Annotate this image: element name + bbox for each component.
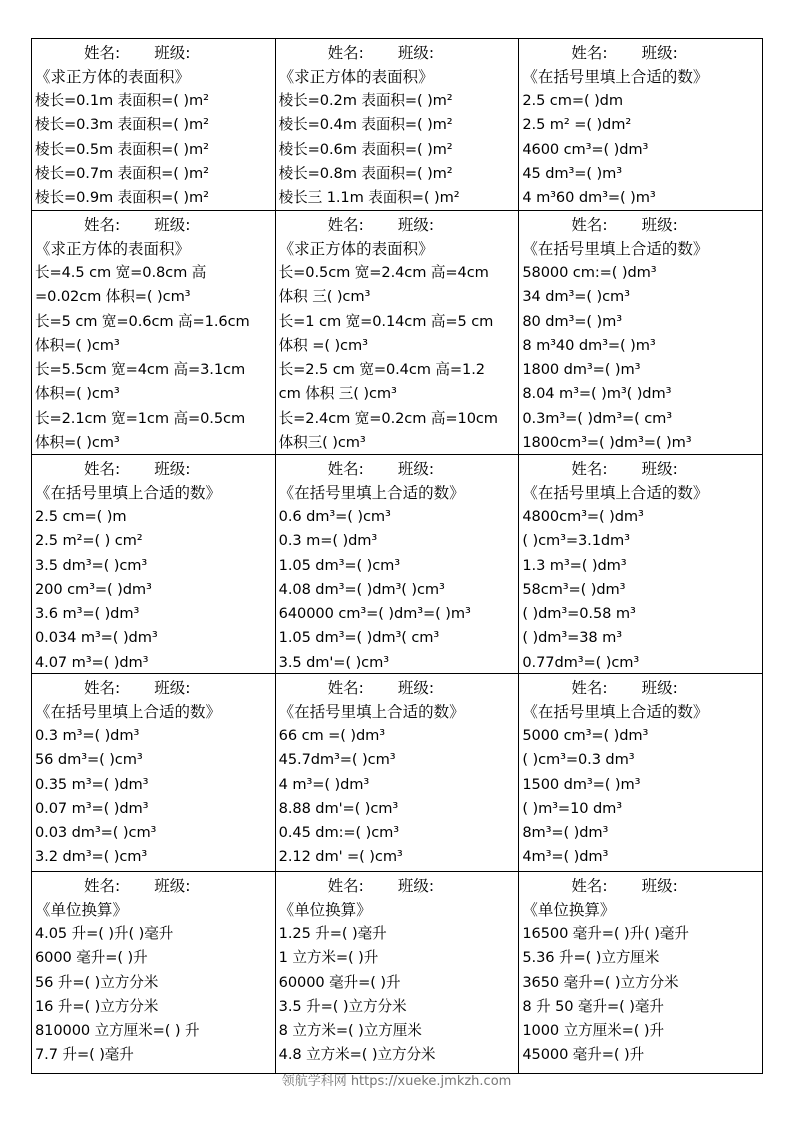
exercise-line: 棱长=0.2m 表面积=( )m² <box>278 92 453 109</box>
exercise-line: 棱长=0.5m 表面积=( )m² <box>35 140 209 158</box>
footer-watermark: 领航学科网 https://xueke.jmkzh.com <box>281 1074 512 1089</box>
exercise-line: 2.5 m² =( )dm² <box>522 116 632 134</box>
exercise-card <box>276 211 520 455</box>
exercise-line: 0.3 m=( )dm³ <box>278 532 378 550</box>
name-label: 姓名: <box>84 460 121 478</box>
exercise-line: 640000 cm³=( )dm³=( )m³ <box>278 605 471 623</box>
card-title: 《在括号里填上合适的数》 <box>278 484 465 502</box>
class-label: 班级: <box>397 460 435 478</box>
exercise-line: 1 立方米=( )升 <box>278 949 379 967</box>
exercise-line: 7.7 升=( )毫升 <box>35 1046 134 1064</box>
exercise-line: ( )dm³=38 m³ <box>522 629 623 647</box>
exercise-line: 长=2.5 cm 宽=0.4cm 高=1.2 <box>278 361 485 379</box>
exercise-line: 4800cm³=( )dm³ <box>522 508 644 525</box>
exercise-line: =0.02cm 体积=( )cm³ <box>35 288 191 306</box>
card-title: 《在括号里填上合适的数》 <box>35 703 222 721</box>
exercise-line: 16 升=( )立方分米 <box>35 997 159 1015</box>
card-title: 《在括号里填上合适的数》 <box>278 703 465 721</box>
exercise-line: 棱长三 1.1m 表面积=( )m² <box>278 189 460 207</box>
exercise-line: 4.05 升=( )升( )毫升 <box>35 925 174 942</box>
card-header <box>522 457 759 481</box>
exercise-line: 1800cm³=( )dm³=( )m³ <box>522 434 692 452</box>
exercise-line: 4 m³60 dm³=( )m³ <box>522 189 656 207</box>
exercise-line: 45.7dm³=( )cm³ <box>278 751 396 769</box>
exercise-line: 0.6 dm³=( )cm³ <box>278 508 391 525</box>
name-label: 姓名: <box>571 679 608 697</box>
card-header <box>35 676 272 700</box>
card-header <box>35 41 272 65</box>
exercise-line: cm 体积 三( )cm³ <box>278 385 397 403</box>
exercise-line: 长=2.4cm 宽=0.2cm 高=10cm <box>278 409 498 427</box>
exercise-card <box>519 39 763 211</box>
exercise-line: 16500 毫升=( )升( )毫升 <box>522 925 689 942</box>
name-label: 姓名: <box>327 679 364 697</box>
exercise-line: ( )cm³=3.1dm³ <box>522 532 630 550</box>
exercise-line: 棱长=0.9m 表面积=( )m² <box>35 189 209 207</box>
exercise-line: 1800 dm³=( )m³ <box>522 361 641 379</box>
exercise-line: 棱长=0.1m 表面积=( )m² <box>35 92 209 109</box>
exercise-line: 60000 毫升=( )升 <box>278 973 401 991</box>
class-label: 班级: <box>641 460 678 478</box>
exercise-line: 1.05 dm³=( )dm³( cm³ <box>278 629 440 647</box>
exercise-line: 8.88 dm'=( )cm³ <box>278 799 399 817</box>
card-title: 《单位换算》 <box>522 901 616 919</box>
exercise-line: 56 dm³=( )cm³ <box>35 751 143 769</box>
exercise-line: 45000 毫升=( )升 <box>522 1046 645 1064</box>
name-label: 姓名: <box>571 877 608 895</box>
exercise-line: 0.07 m³=( )dm³ <box>35 799 149 817</box>
card-title: 《在括号里填上合适的数》 <box>522 240 709 258</box>
exercise-line: 0.77dm³=( )cm³ <box>522 653 640 671</box>
exercise-line: 0.03 dm³=( )cm³ <box>35 824 157 842</box>
class-label: 班级: <box>641 44 678 62</box>
card-title: 《在括号里填上合适的数》 <box>522 703 709 721</box>
exercise-line: 0.3m³=( )dm³=( cm³ <box>522 409 673 427</box>
name-label: 姓名: <box>84 44 121 62</box>
card-title: 《单位换算》 <box>278 901 372 919</box>
card-header <box>279 457 516 481</box>
exercise-line: 体积三( )cm³ <box>278 434 366 452</box>
worksheet-row <box>32 39 763 211</box>
card-header <box>522 676 759 700</box>
exercise-card <box>32 674 276 872</box>
card-title: 《求正方体的表面积》 <box>278 68 434 86</box>
exercise-card <box>32 211 276 455</box>
name-label: 姓名: <box>84 216 121 234</box>
exercise-line: 8 m³40 dm³=( )m³ <box>522 336 656 354</box>
exercise-card <box>276 674 520 872</box>
class-label: 班级: <box>154 460 191 478</box>
exercise-line: 0.3 m³=( )dm³ <box>35 727 140 744</box>
card-header <box>522 874 759 898</box>
exercise-card <box>519 674 763 872</box>
class-label: 班级: <box>154 216 191 234</box>
exercise-line: 34 dm³=( )cm³ <box>522 288 630 306</box>
exercise-line: 体积 =( )cm³ <box>278 336 368 354</box>
exercise-line: 长=4.5 cm 宽=0.8cm 高 <box>35 264 207 281</box>
exercise-line: 体积=( )cm³ <box>35 336 120 354</box>
card-header <box>279 676 516 700</box>
exercise-line: 45 dm³=( )m³ <box>522 164 623 182</box>
name-label: 姓名: <box>327 460 364 478</box>
exercise-line: 体积=( )cm³ <box>35 385 120 403</box>
exercise-line: 4600 cm³=( )dm³ <box>522 140 649 158</box>
exercise-line: 4.07 m³=( )dm³ <box>35 653 149 671</box>
card-header <box>35 213 272 237</box>
exercise-card <box>519 455 763 674</box>
class-label: 班级: <box>154 44 191 62</box>
name-label: 姓名: <box>84 679 121 697</box>
exercise-line: 80 dm³=( )m³ <box>522 312 623 330</box>
exercise-line: 2.5 cm=( )m <box>35 508 127 525</box>
exercise-line: 810000 立方厘米=( ) 升 <box>35 1022 200 1040</box>
name-label: 姓名: <box>327 877 364 895</box>
exercise-line: 6000 毫升=( )升 <box>35 949 148 967</box>
worksheet-row <box>32 211 763 455</box>
class-label: 班级: <box>397 877 435 895</box>
name-label: 姓名: <box>327 44 364 62</box>
card-title: 《单位换算》 <box>35 901 129 919</box>
name-label: 姓名: <box>571 216 608 234</box>
card-title: 《求正方体的表面积》 <box>278 240 434 258</box>
card-title: 《求正方体的表面积》 <box>35 68 191 86</box>
exercise-line: ( )dm³=0.58 m³ <box>522 605 636 623</box>
exercise-line: 棱长=0.8m 表面积=( )m² <box>278 164 453 182</box>
exercise-line: 体积=( )cm³ <box>35 434 120 452</box>
class-label: 班级: <box>641 679 678 697</box>
exercise-card <box>519 211 763 455</box>
card-header <box>522 41 759 65</box>
exercise-line: 4.8 立方米=( )立方分米 <box>278 1046 436 1064</box>
exercise-line: 0.35 m³=( )dm³ <box>35 775 149 793</box>
exercise-line: 2.5 m²=( ) cm² <box>35 532 143 550</box>
class-label: 班级: <box>641 877 678 895</box>
exercise-line: 4 m³=( )dm³ <box>278 775 370 793</box>
exercise-line: 棱长=0.6m 表面积=( )m² <box>278 140 453 158</box>
worksheet-row <box>32 455 763 674</box>
exercise-line: ( )m³=10 dm³ <box>522 799 623 817</box>
exercise-line: 长=5 cm 宽=0.6cm 高=1.6cm <box>35 312 250 330</box>
exercise-line: 58cm³=( )dm³ <box>522 580 626 598</box>
exercise-line: 棱长=0.7m 表面积=( )m² <box>35 164 209 182</box>
exercise-line: 1.25 升=( )毫升 <box>278 925 387 942</box>
card-title: 《求正方体的表面积》 <box>35 240 191 258</box>
exercise-line: 1.05 dm³=( )cm³ <box>278 556 400 574</box>
card-title: 《在括号里填上合适的数》 <box>522 484 709 502</box>
card-header <box>522 213 759 237</box>
exercise-line: 8m³=( )dm³ <box>522 824 609 842</box>
card-header <box>279 874 516 898</box>
exercise-line: 5000 cm³=( )dm³ <box>522 727 649 744</box>
class-label: 班级: <box>397 216 435 234</box>
exercise-line: 3.5 升=( )立方分米 <box>278 997 407 1015</box>
exercise-line: ( )cm³=0.3 dm³ <box>522 751 635 769</box>
exercise-line: 3.2 dm³=( )cm³ <box>35 848 148 866</box>
class-label: 班级: <box>154 877 191 895</box>
name-label: 姓名: <box>571 44 608 62</box>
exercise-line: 5.36 升=( )立方厘米 <box>522 949 660 967</box>
class-label: 班级: <box>397 44 435 62</box>
name-label: 姓名: <box>571 460 608 478</box>
exercise-card <box>276 455 520 674</box>
exercise-line: 3650 毫升=( )立方分米 <box>522 973 679 991</box>
exercise-line: 3.5 dm³=( )cm³ <box>35 556 148 574</box>
exercise-line: 长=2.1cm 宽=1cm 高=0.5cm <box>35 409 246 427</box>
worksheet-row <box>32 674 763 872</box>
card-title: 《在括号里填上合适的数》 <box>35 484 222 502</box>
name-label: 姓名: <box>327 216 364 234</box>
exercise-line: 1500 dm³=( )m³ <box>522 775 641 793</box>
exercise-line: 0.034 m³=( )dm³ <box>35 629 158 647</box>
exercise-line: 8 立方米=( )立方厘米 <box>278 1022 422 1040</box>
exercise-line: 8 升 50 毫升=( )毫升 <box>522 997 664 1015</box>
exercise-line: 56 升=( )立方分米 <box>35 973 159 991</box>
worksheet-grid <box>31 38 763 1074</box>
exercise-line: 66 cm =( )dm³ <box>278 727 386 744</box>
exercise-line: 200 cm³=( )dm³ <box>35 580 152 598</box>
exercise-line: 4m³=( )dm³ <box>522 848 609 866</box>
exercise-line: 4.08 dm³=( )dm³( )cm³ <box>278 580 445 598</box>
class-label: 班级: <box>154 679 191 697</box>
exercise-line: 长=0.5cm 宽=2.4cm 高=4cm <box>278 264 489 281</box>
exercise-card <box>32 39 276 211</box>
card-header <box>279 41 516 65</box>
exercise-line: 0.45 dm:=( )cm³ <box>278 824 400 842</box>
exercise-card <box>276 39 520 211</box>
exercise-line: 8.04 m³=( )m³( )dm³ <box>522 385 672 403</box>
worksheet-row <box>32 872 763 1074</box>
class-label: 班级: <box>641 216 678 234</box>
exercise-card <box>519 872 763 1074</box>
exercise-line: 3.5 dm'=( )cm³ <box>278 653 389 671</box>
class-label: 班级: <box>397 679 435 697</box>
exercise-line: 3.6 m³=( )dm³ <box>35 605 140 623</box>
exercise-line: 2.5 cm=( )dm <box>522 92 623 109</box>
card-header <box>279 213 516 237</box>
exercise-line: 58000 cm:=( )dm³ <box>522 264 657 281</box>
exercise-card <box>276 872 520 1074</box>
card-header <box>35 457 272 481</box>
exercise-line: 2.12 dm' =( )cm³ <box>278 848 403 866</box>
exercise-line: 长=5.5cm 宽=4cm 高=3.1cm <box>35 361 246 379</box>
card-title: 《在括号里填上合适的数》 <box>522 68 709 86</box>
exercise-line: 1000 立方厘米=( )升 <box>522 1022 664 1040</box>
exercise-card <box>32 872 276 1074</box>
exercise-line: 棱长=0.4m 表面积=( )m² <box>278 116 453 134</box>
exercise-line: 1.3 m³=( )dm³ <box>522 556 627 574</box>
exercise-line: 长=1 cm 宽=0.14cm 高=5 cm <box>278 312 494 330</box>
card-header <box>35 874 272 898</box>
exercise-card <box>32 455 276 674</box>
name-label: 姓名: <box>84 877 121 895</box>
exercise-line: 棱长=0.3m 表面积=( )m² <box>35 116 209 134</box>
exercise-line: 体积 三( )cm³ <box>278 288 371 306</box>
